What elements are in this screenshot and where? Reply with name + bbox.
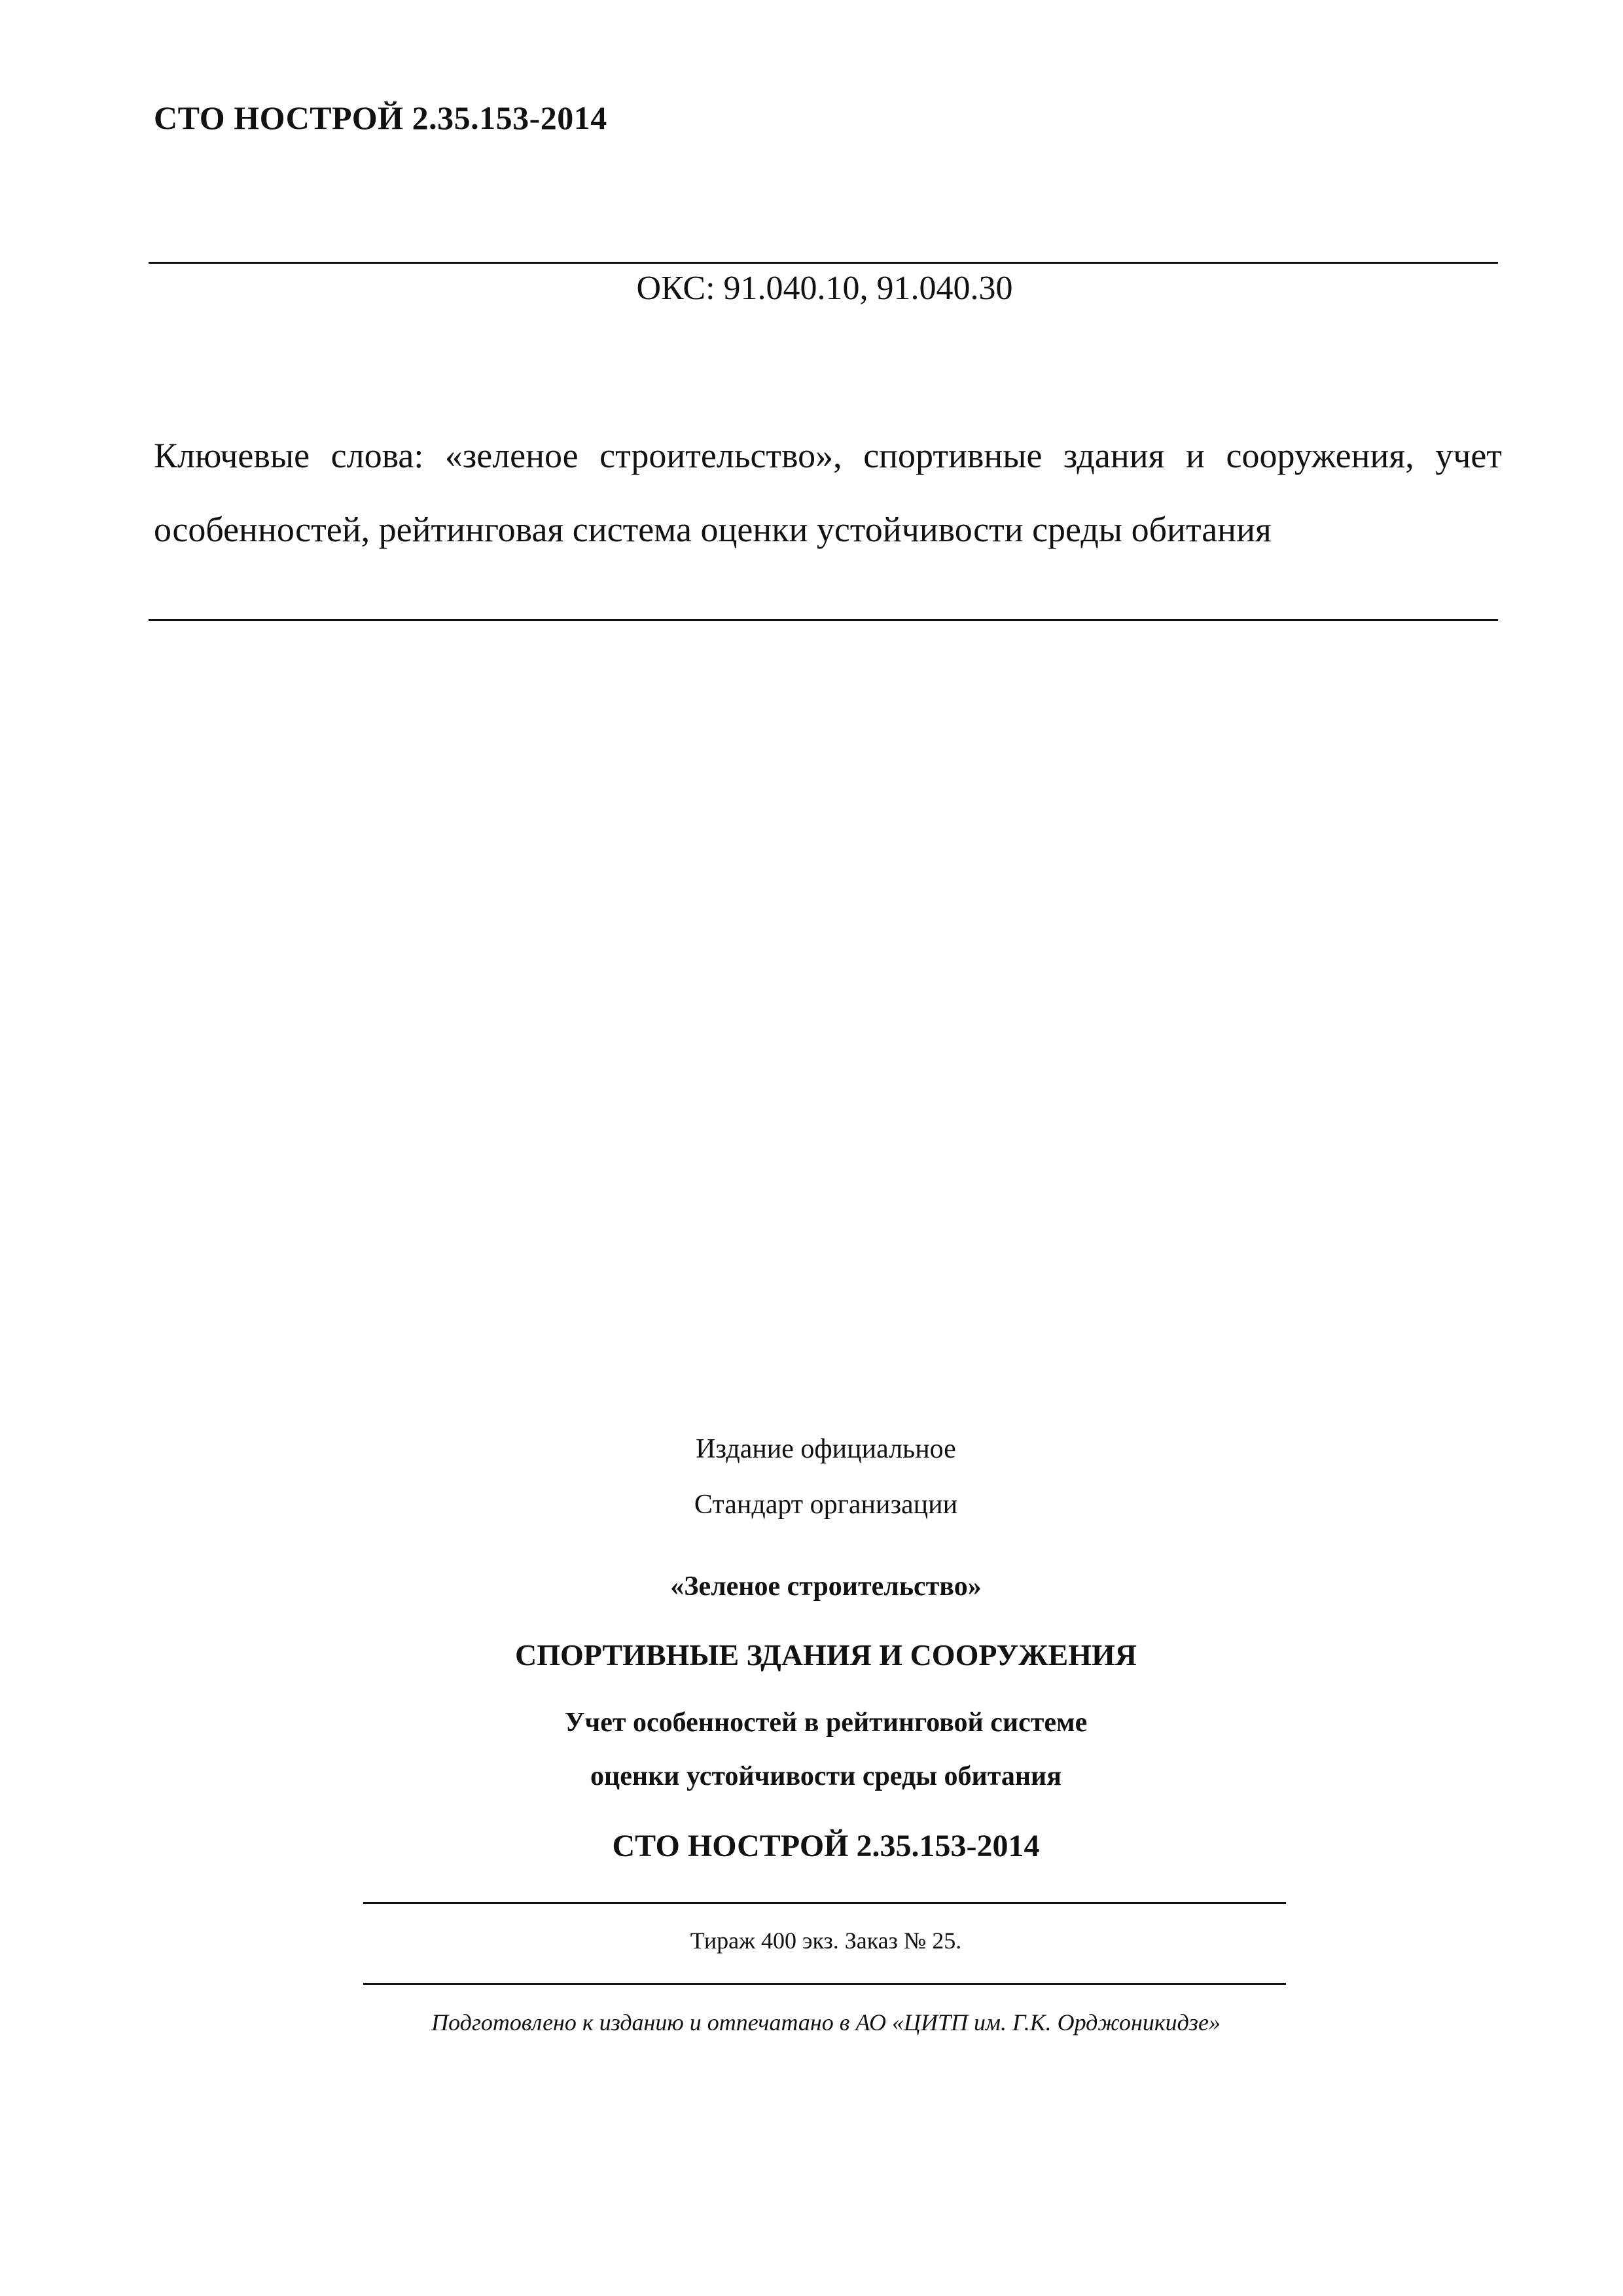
imprint-bottom-divider (363, 1983, 1286, 1985)
imprint-top-divider (363, 1902, 1286, 1904)
publisher-note: Подготовлено к изданию и отпечатано в АО «ЦИТП им. Г.К. Орджоникидзе» (431, 2009, 1221, 2036)
standard-type-label: Стандарт организации (694, 1490, 958, 1520)
top-divider (149, 262, 1498, 264)
main-title: СПОРТИВНЫЕ ЗДАНИЯ И СООРУЖЕНИЯ (514, 1638, 1137, 1672)
oks-text: ОКС: 91.040.10, 91.040.30 (636, 270, 1013, 307)
print-run-info: Тираж 400 экз. Заказ № 25. (690, 1928, 962, 1954)
keywords-paragraph: Ключевые слова: «зеленое строительство», спортивные здания и сооружения, учет особенностей, рейтинговая система оценки устойчивости среды обитания (154, 436, 1502, 549)
oks-classification (0, 268, 1623, 309)
subtitle-line-1: Учет особенностей в рейтинговой системе (564, 1708, 1088, 1738)
standard-code: СТО НОСТРОЙ 2.35.153-2014 (612, 1829, 1040, 1863)
page-header-code: СТО НОСТРОЙ 2.35.153-2014 (154, 99, 607, 136)
edition-label: Издание официальное (696, 1434, 956, 1464)
series-title: «Зеленое строительство» (670, 1571, 982, 1602)
middle-divider (149, 619, 1498, 621)
subtitle-line-2: оценки устойчивости среды обитания (590, 1761, 1061, 1791)
